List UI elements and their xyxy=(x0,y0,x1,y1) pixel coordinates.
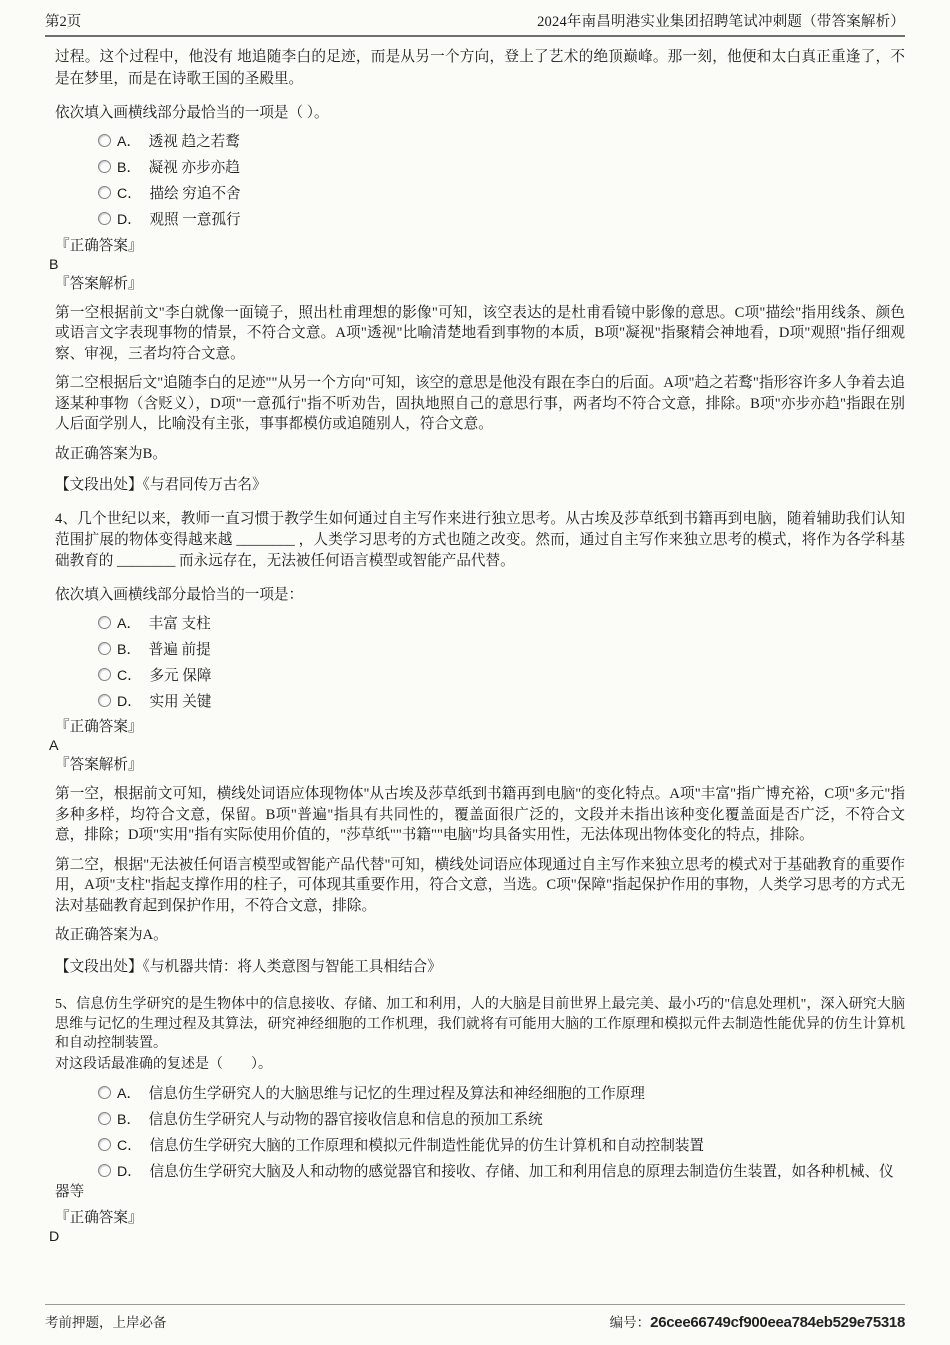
radio-icon[interactable] xyxy=(98,160,111,173)
q4-prompt: 依次填入画横线部分最恰当的一项是： xyxy=(55,586,304,603)
q3-option-a[interactable] xyxy=(55,130,905,156)
option-letter: A． xyxy=(117,134,141,151)
q4-option-d[interactable] xyxy=(55,689,905,715)
page-header xyxy=(45,0,905,37)
option-text: 观照 一意孤行 xyxy=(149,212,241,229)
correct-answer-label: 『正确答案』 xyxy=(55,237,143,254)
option-text: 信息仿生学研究大脑的工作原理和模拟元件制造性能优异的仿生计算机和自动控制装置 xyxy=(149,1137,705,1154)
page-body xyxy=(0,46,950,1247)
correct-answer-value: D xyxy=(49,1228,60,1245)
q3-option-b[interactable] xyxy=(55,156,905,182)
radio-icon[interactable] xyxy=(98,1086,111,1099)
q4-option-a[interactable] xyxy=(55,611,905,637)
option-letter: C． xyxy=(117,667,142,684)
option-text: 实用 关键 xyxy=(149,693,212,710)
page-footer xyxy=(45,1304,905,1345)
q4-option-b[interactable] xyxy=(55,637,905,663)
q3-options xyxy=(55,130,905,234)
option-letter: C． xyxy=(117,186,142,203)
radio-icon[interactable] xyxy=(98,212,111,225)
option-text: 信息仿生学研究人与动物的器官接收信息和信息的预加工系统 xyxy=(148,1111,543,1128)
q5-option-b[interactable] xyxy=(55,1107,905,1133)
radio-icon[interactable] xyxy=(98,186,111,199)
radio-icon[interactable] xyxy=(98,642,111,655)
q3-analysis-paragraph: 第二空根据后文"追随李白的足迹""从另一个方向"可知，该空的意思是他没有跟在李白的后面。A项"趋之若鹜"指形容许多人争着去追逐某种事物（含贬义），D项"一意孤行"指不听劝告，固执地照自己的意思行事，两者均不符合文意，排除。B项"亦步亦趋"指跟在别人后面学别人，比喻没有主张，事事都模仿或追随别人，符合文意。 xyxy=(55,375,905,432)
option-text: 描绘 穷追不舍 xyxy=(149,186,241,203)
q4-options xyxy=(55,611,905,715)
radio-icon[interactable] xyxy=(98,668,111,681)
option-letter: C． xyxy=(117,1137,142,1154)
option-text: 多元 保障 xyxy=(149,667,212,684)
option-letter: B． xyxy=(117,641,141,658)
radio-icon[interactable] xyxy=(98,134,111,147)
option-letter: D． xyxy=(117,212,142,229)
option-text: 透视 趋之若鹜 xyxy=(148,134,240,151)
serial-label: 编号： xyxy=(609,1315,651,1330)
option-text: 信息仿生学研究大脑及人和动物的感觉器官和接收、存储、加工和利用信息的原理去制造仿生装置，如各种机械、仪器等 xyxy=(55,1163,894,1201)
q5-option-c[interactable] xyxy=(55,1133,905,1159)
radio-icon[interactable] xyxy=(98,1112,111,1125)
option-letter: D． xyxy=(117,1163,142,1180)
q3-passage: 过程。这个过程中，他没有 地追随李白的足迹，而是从另一个方向，登上了艺术的绝顶巅峰。那一刻，他便和太白真正重逢了，不是在梦里，而是在诗歌王国的圣殿里。 xyxy=(55,49,905,87)
q4-analysis-paragraph: 第一空，根据前文可知，横线处词语应体现物体"从古埃及莎草纸到书籍再到电脑"的变化特点。A项"丰富"指广博充裕，C项"多元"指多种多样，均符合文意，保留。B项"普遍"指具有共同性的，覆盖面很广泛的，文段并未指出该种变化覆盖面是否广泛，不符合文意，排除；D项"实用"指有实际使用价值的，"莎草纸""书籍""电脑"均具备实用性，无法体现出物体变化的特点，排除。 xyxy=(55,786,905,843)
correct-answer-value: A xyxy=(49,738,59,754)
q5-answer-block xyxy=(49,1209,905,1247)
option-text: 信息仿生学研究人的大脑思维与记忆的生理过程及算法和神经细胞的工作原理 xyxy=(148,1085,645,1102)
correct-answer-label: 『正确答案』 xyxy=(55,719,143,735)
option-text: 普遍 前提 xyxy=(148,641,211,658)
q5-options xyxy=(55,1081,905,1206)
q4-analysis-conclusion: 故正确答案为A。 xyxy=(55,927,168,943)
correct-answer-value: B xyxy=(49,256,59,273)
q3-option-d[interactable] xyxy=(55,208,905,234)
q5-prompt: 对这段话最准确的复述是（ ）。 xyxy=(55,1056,272,1072)
radio-icon[interactable] xyxy=(98,1138,111,1151)
option-letter: A． xyxy=(117,1085,141,1102)
footer-serial xyxy=(610,1311,905,1331)
correct-answer-label: 『正确答案』 xyxy=(55,1209,143,1226)
q5-option-d[interactable] xyxy=(55,1159,905,1206)
q3-analysis-conclusion: 故正确答案为B。 xyxy=(55,445,167,462)
radio-icon[interactable] xyxy=(98,694,111,707)
q5-option-a[interactable] xyxy=(55,1081,905,1107)
option-text: 丰富 支柱 xyxy=(148,615,211,632)
q4-stem: 4、几个世纪以来，教师一直习惯于教学生如何通过自主写作来进行独立思考。从古埃及莎草纸到书籍再到电脑，随着辅助我们认知范围扩展的物体变得越来越 ________ ，人类学习思考的方式也随之改变。然而，通过自主写作来独立思考的模式，将作为各学科基础教育的 ________ 而永远存在，无法被任何语言模型或智能产品代替。 xyxy=(55,510,905,569)
serial-code: 26cee66749cf900eea784eb529e75318 xyxy=(650,1314,905,1331)
page-number: 第2页 xyxy=(45,14,82,30)
option-letter: D． xyxy=(117,693,142,710)
q3-source: 【文段出处】《与君同传万古名》 xyxy=(55,477,267,493)
q5-stem: 5、信息仿生学研究的是生物体中的信息接收、存储、加工和利用，人的大脑是目前世界上最完美、最小巧的"信息处理机"，深入研究大脑思维与记忆的生理过程及其算法，研究神经细胞的工作机理，我们就将有可能用大脑的工作原理和模拟元件去制造性能优异的仿生计算机和自动控制装置。 xyxy=(55,997,905,1051)
analysis-label: 『答案解析』 xyxy=(55,275,143,292)
q4-option-c[interactable] xyxy=(55,663,905,689)
option-text: 凝视 亦步亦趋 xyxy=(148,160,240,177)
q3-analysis-paragraph: 第一空根据前文"李白就像一面镜子，照出杜甫理想的影像"可知，该空表达的是杜甫看镜中影像的意思。C项"描绘"指用线条、颜色或语言文字表现事物的情景，不符合文意。A项"透视"比喻清楚地看到事物的本质，B项"凝视"指聚精会神地看，D项"观照"指仔细观察、审视，三者均符合文意。 xyxy=(55,304,905,362)
q4-source: 【文段出处】《与机器共情：将人类意图与智能工具相结合》 xyxy=(55,958,442,975)
q4-answer-block xyxy=(49,718,905,775)
q3-prompt: 依次填入画横线部分最恰当的一项是（ ）。 xyxy=(55,105,329,121)
document-title: 2024年南昌明港实业集团招聘笔试冲刺题（带答案解析） xyxy=(537,14,905,30)
option-letter: B． xyxy=(117,160,141,177)
q3-option-c[interactable] xyxy=(55,182,905,208)
radio-icon[interactable] xyxy=(98,616,111,629)
q3-answer-block xyxy=(49,237,905,294)
radio-icon[interactable] xyxy=(98,1164,111,1177)
q4-analysis-paragraph: 第二空，根据"无法被任何语言模型或智能产品代替"可知，横线处词语应体现通过自主写作来独立思考的模式对于基础教育的重要作用，A项"支柱"指起支撑作用的柱子，可体现其重要作用，符合文意，当选。C项"保障"指起保护作用的事物，人类学习思考的方式无法对基础教育起到保护作用，不符合文意，排除。 xyxy=(55,856,905,914)
option-letter: B． xyxy=(117,1111,141,1128)
analysis-label: 『答案解析』 xyxy=(55,757,143,773)
option-letter: A． xyxy=(117,615,141,632)
footer-slogan: 考前押题，上岸必备 xyxy=(45,1315,167,1330)
